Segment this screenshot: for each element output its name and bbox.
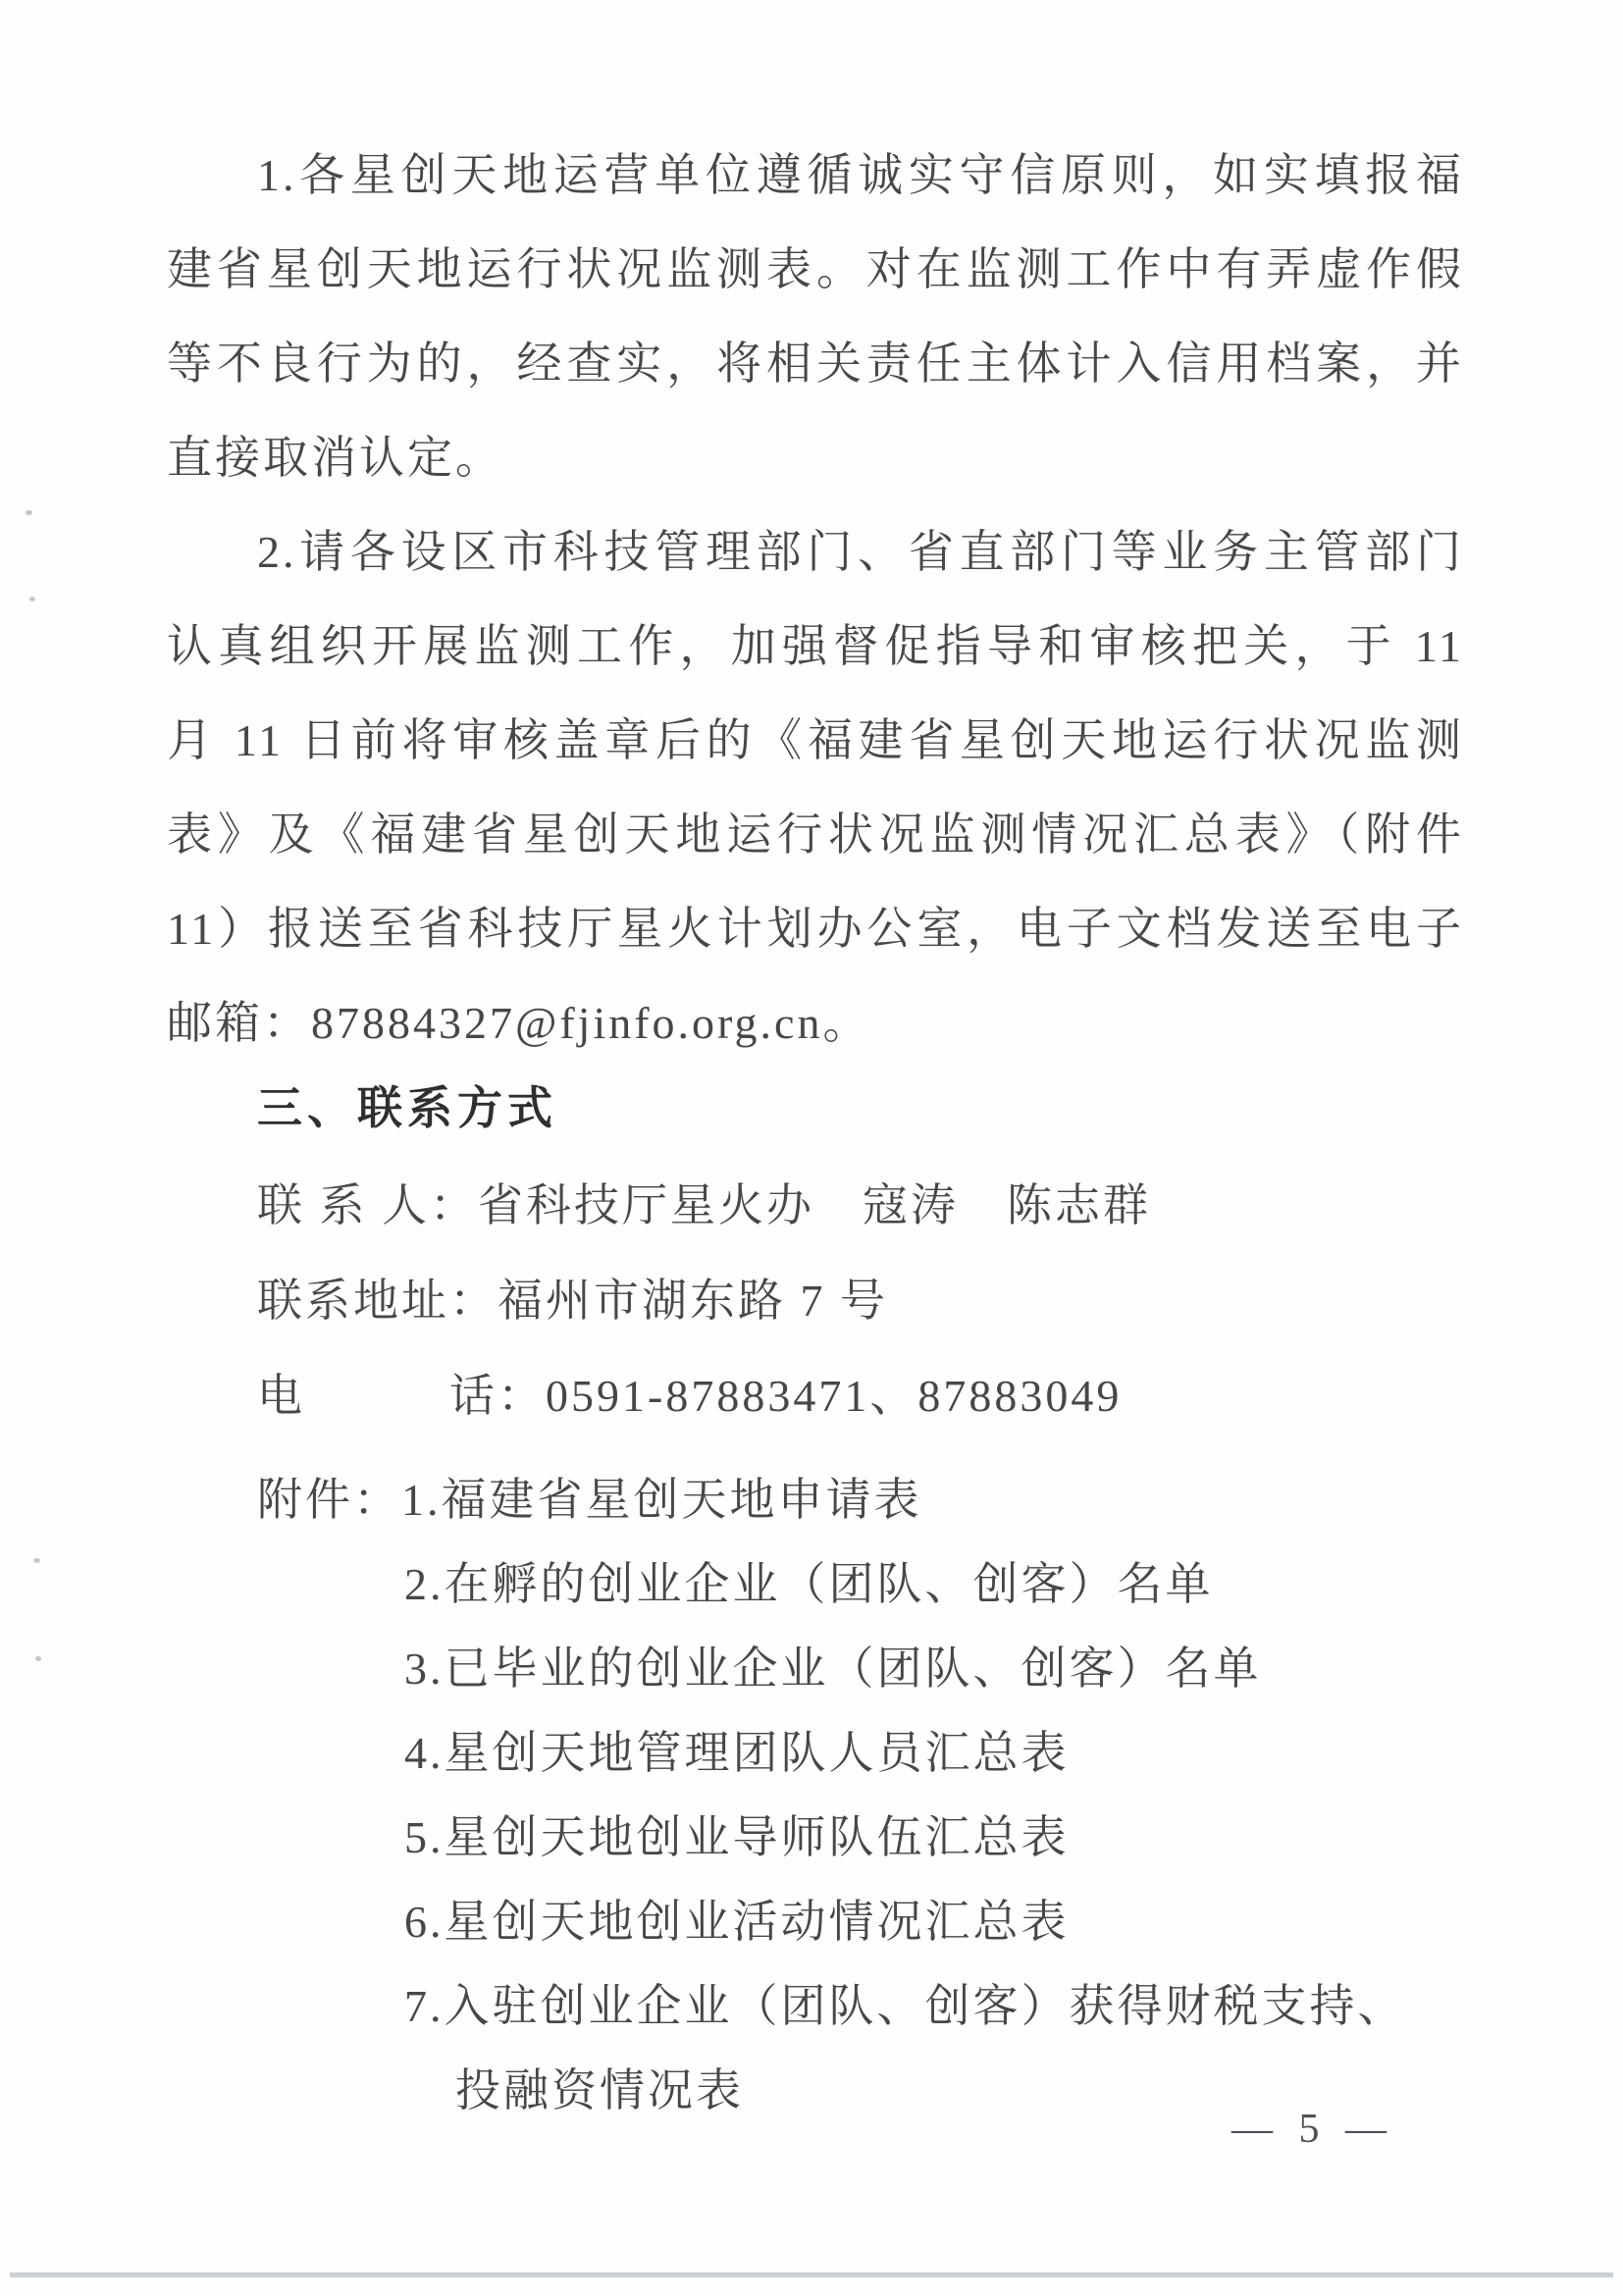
attachment-item: 1.福建省星创天地申请表: [401, 1475, 922, 1525]
paragraph2-line: 2.请各设区市科技管理部门、省直部门等业务主管部门: [257, 527, 1464, 577]
paragraph2-line: 月 11 日前将审核盖章后的《福建省星创天地运行状况监测: [167, 715, 1464, 765]
page-number: — 5 —: [1231, 2107, 1394, 2152]
scan-artifact: [33, 1558, 40, 1563]
attachments-label: 附件：: [257, 1475, 401, 1525]
paragraph1-line: 建省星创天地运行状况监测表。对在监测工作中有弄虚作假: [167, 244, 1464, 294]
attachment-item: 3.已毕业的创业企业（团队、创客）名单: [404, 1644, 1262, 1694]
paragraph2-line: 表》及《福建省星创天地运行状况监测情况汇总表》（附件: [167, 809, 1464, 860]
paragraph2-line: 11）报送至省科技厅星火计划办公室，电子文档发送至电子: [167, 904, 1464, 954]
email-line: 邮箱：87884327@fjinfo.org.cn。: [167, 998, 871, 1048]
attachment-item-continuation: 投融资情况表: [455, 2065, 744, 2115]
attachment-item: 6.星创天地创业活动情况汇总表: [404, 1897, 1070, 1947]
attachment-item: 7.入驻创业企业（团队、创客）获得财税支持、: [404, 1981, 1406, 2031]
scan-edge-line: [10, 2272, 1613, 2277]
scan-artifact: [35, 1656, 41, 1661]
contact-address-line: 联系地址：福州市湖东路 7 号: [257, 1276, 888, 1326]
attachment-item: 2.在孵的创业企业（团队、创客）名单: [404, 1559, 1214, 1609]
scan-artifact: [26, 510, 32, 515]
paragraph1-line: 1.各星创天地运营单位遵循诚实守信原则，如实填报福: [257, 150, 1464, 200]
section-heading-contact: 三、联系方式: [257, 1082, 557, 1133]
attachment-item: 4.星创天地管理团队人员汇总表: [404, 1728, 1070, 1778]
paragraph2-line: 认真组织开展监测工作，加强督促指导和审核把关，于 11: [167, 621, 1464, 671]
attachment-item: 5.星创天地创业导师队伍汇总表: [404, 1812, 1070, 1862]
paragraph1-line: 等不良行为的，经查实，将相关责任主体计入信用档案，并: [167, 339, 1464, 389]
attachments-first-line: [257, 1472, 1464, 1529]
contact-person-line: 联 系 人：省科技厅星火办 寇涛 陈志群: [257, 1180, 1151, 1230]
contact-phone-line: 电 话：0591-87883471、87883049: [257, 1371, 1123, 1421]
paragraph1-line: 直接取消认定。: [167, 433, 503, 483]
scan-artifact: [29, 597, 35, 601]
